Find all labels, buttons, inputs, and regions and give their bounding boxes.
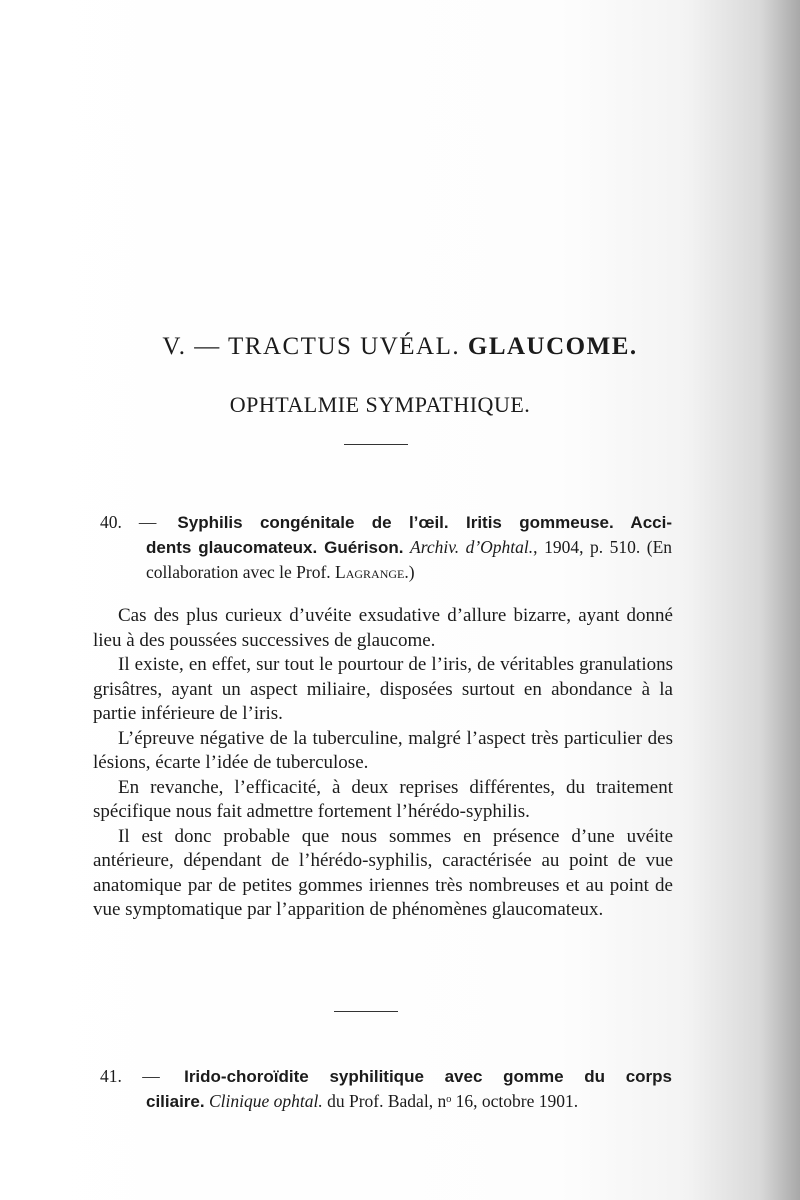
entry-40-close: .) (404, 562, 415, 582)
entry-41-title-line2: ciliaire. (146, 1092, 205, 1111)
entry-40-first-line (100, 510, 672, 535)
entry-41-journal: Clinique ophtal. (208, 1091, 323, 1111)
entry-40-title-line2: dents glaucomateux. Guérison. (146, 538, 404, 557)
entry-40-year: , 1904, (533, 537, 584, 557)
entry-divider (334, 1011, 398, 1012)
section-divider (344, 444, 408, 445)
entry-40-abstract (93, 604, 673, 923)
abstract-paragraph: Il existe, en effet, sur tout le pourtour de l’iris, de véritables granulations grisâtres, ayant un aspect miliaire, disposées surtout en abondance à la partie inférieure de l’iris. (93, 654, 673, 724)
entry-41-number: 41. — (100, 1066, 160, 1086)
section-title-suffix: GLAUCOME. (467, 333, 638, 360)
section-title-prefix: V. — TRACTUS UVÉAL. (162, 333, 461, 360)
bibliography-entry-40 (100, 510, 672, 584)
entry-40-number: 40. — (100, 512, 157, 532)
entry-40-title-line1: Syphilis congénitale de l’œil. Iritis gommeuse. Acci- (177, 513, 673, 532)
entry-41-rest: du Prof. Badal, nᵒ 16, octobre 1901. (327, 1091, 579, 1111)
abstract-paragraph: Il est donc probable que nous sommes en présence d’une uvéite antérieure, dépendant de l’hérédo-syphilis, caractérisée au point de vue anatomique par de petites gommes iriennes très nombreuses et au point de vue symptomatique par l’apparition de phénomènes glaucomateux. (93, 825, 673, 920)
abstract-paragraph: L’épreuve négative de la tuberculine, malgré l’aspect très particulier des lésions, écarte l’idée de tuberculose. (93, 727, 673, 773)
bibliography-entry-41 (100, 1064, 672, 1114)
entry-40-journal: Archiv. d’Ophtal. (410, 537, 534, 557)
entry-40-collaborator: Lagrange (335, 562, 405, 582)
entry-41-first-line (100, 1064, 672, 1089)
section-subtitle: OPHTALMIE SYMPATHIQUE. (229, 392, 531, 417)
abstract-paragraph: En revanche, l’efficacité, à deux reprises différentes, du traitement spécifique nous fait admettre fortement l’hérédo-syphilis. (93, 776, 673, 822)
section-title (0, 333, 800, 361)
entry-41-continuation (100, 1089, 672, 1114)
entry-40-continuation (100, 535, 672, 584)
entry-41-title-line1: Irido-choroïdite syphilitique avec gomme du corps (184, 1067, 673, 1086)
abstract-paragraph: Cas des plus curieux d’uvéite exsudative d’allure bizarre, ayant donné lieu à des poussées successives de glaucome. (93, 605, 673, 651)
entry-40-pages: p. 510. (En collaboration avec le Prof. (146, 537, 673, 582)
